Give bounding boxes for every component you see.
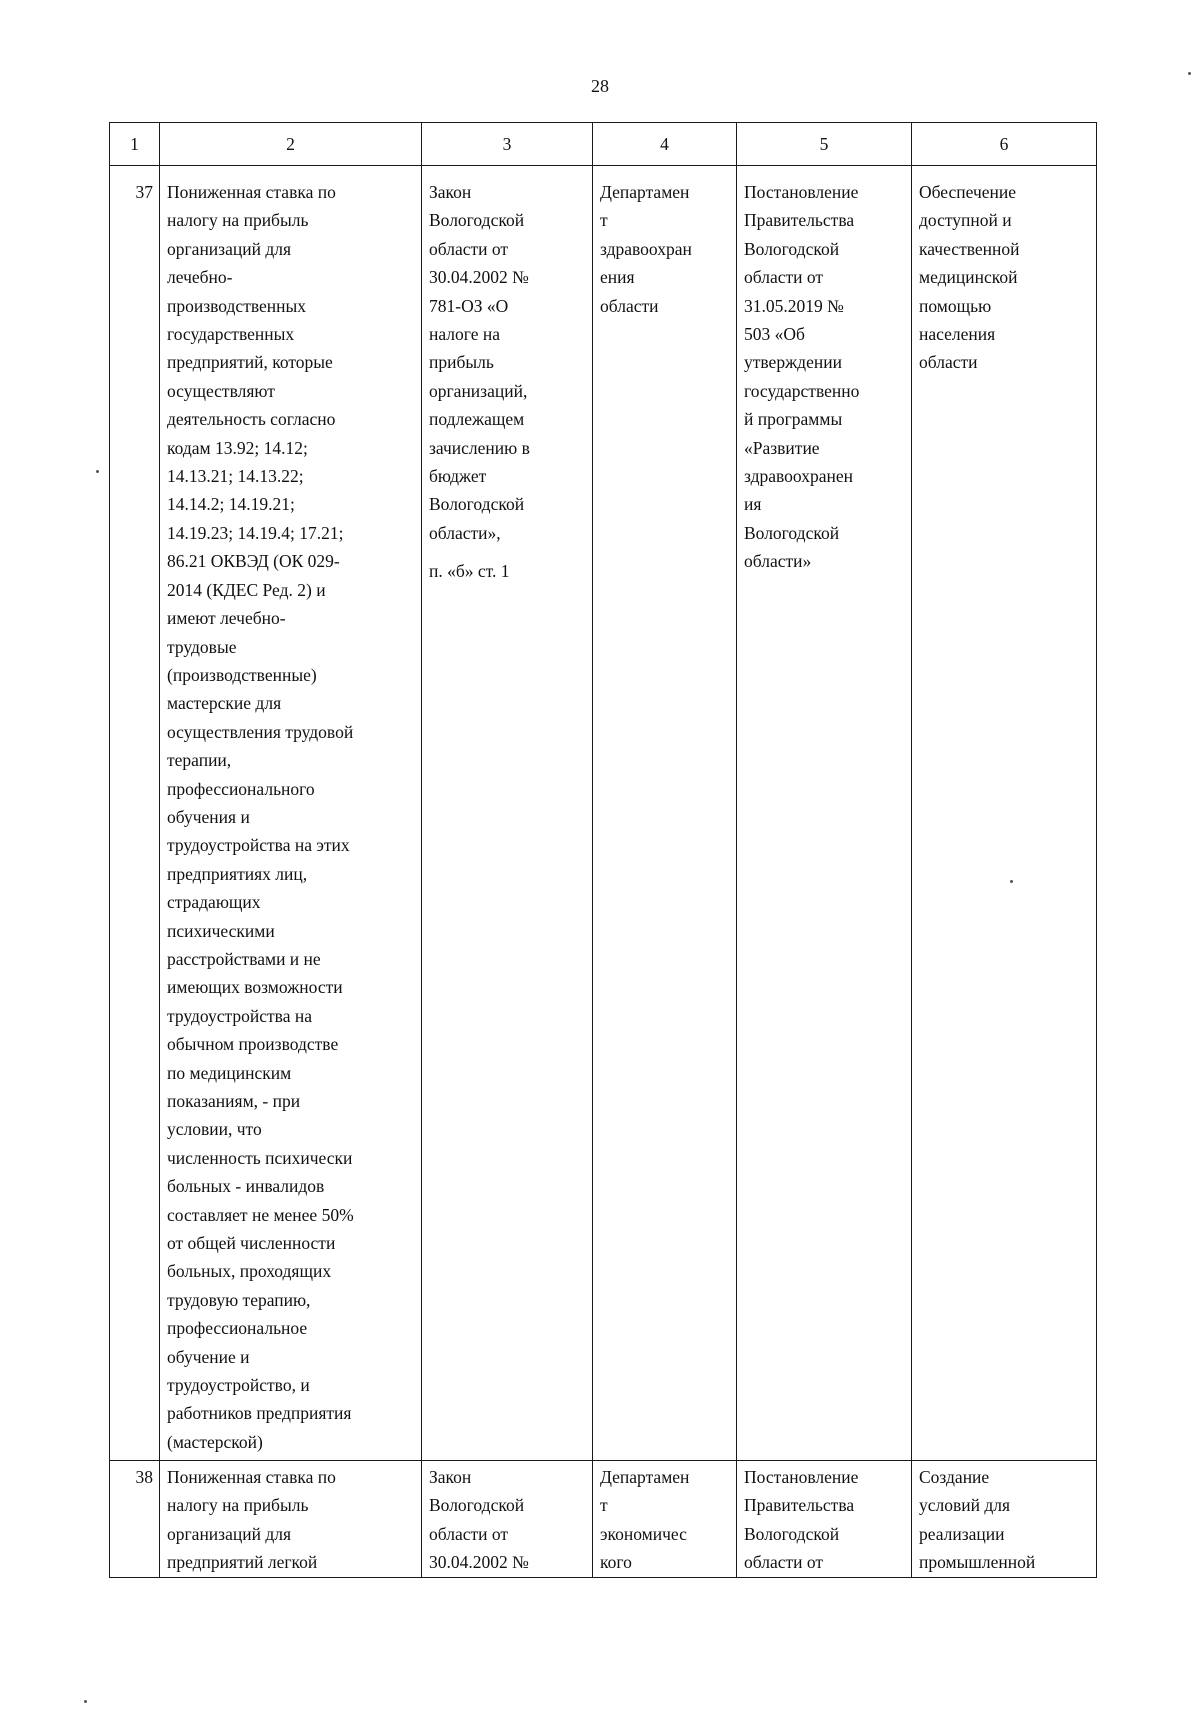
cell-text-line: 503 «Об: [744, 324, 805, 345]
cell-text-line: профессиональное: [167, 1318, 308, 1339]
cell-text-line: деятельность согласно: [167, 409, 336, 430]
column-header-1: 1: [110, 123, 160, 166]
cell-text-line: профессионального: [167, 778, 315, 799]
cell-text-line: доступной и: [919, 210, 1012, 231]
cell-text-line: Вологодской: [429, 1495, 525, 1516]
legal-act-clause: п. «б» ст. 1: [429, 561, 510, 582]
cell-text-line: трудовые: [167, 636, 237, 657]
cell-text-line: Вологодской: [744, 522, 840, 543]
cell-text-line: предприятиях лиц,: [167, 863, 308, 884]
cell-text-line: (производственные): [167, 664, 317, 685]
cell-text-line: составляет не менее 50%: [167, 1204, 354, 1225]
cell-text-line: бюджет: [429, 466, 487, 487]
row-number: 37: [110, 178, 160, 1461]
cell-text-line: трудоустройства на этих: [167, 835, 350, 856]
cell-text-line: налогу на прибыль: [167, 1495, 309, 1516]
cell-text-line: экономичес: [600, 1523, 687, 1544]
cell-text-line: й программы: [744, 409, 843, 430]
cell-text-line: осуществляют: [167, 380, 275, 401]
cell-text-line: зачислению в: [429, 437, 530, 458]
cell-text-line: ения: [600, 267, 635, 288]
cell-text-line: населения: [919, 324, 996, 345]
cell-text-line: Постановление: [744, 182, 859, 202]
cell-text-line: осуществления трудовой: [167, 721, 354, 742]
cell-text-line: Пониженная ставка по: [167, 1467, 336, 1487]
goal-cell: [912, 1461, 1097, 1578]
benefit-description-cell: [160, 1461, 422, 1578]
gap-cell: [737, 166, 912, 179]
cell-text-line: кодам 13.92; 14.12;: [167, 437, 308, 458]
column-header-2: 2: [160, 123, 422, 166]
cell-text-line: государственно: [744, 380, 860, 401]
cell-text-line: Вологодской: [744, 238, 840, 259]
cell-text-line: помощью: [919, 295, 992, 316]
column-header-6: 6: [912, 123, 1097, 166]
cell-text-line: предприятий, которые: [167, 352, 333, 373]
cell-text-line: показаниям, - при: [167, 1091, 301, 1111]
column-header-5: 5: [737, 123, 912, 166]
cell-text-line: производственных: [167, 295, 307, 316]
gap-cell: [593, 166, 737, 179]
cell-text-line: Пониженная ставка по: [167, 182, 336, 202]
cell-text-line: Обеспечение: [919, 182, 1017, 202]
cell-text-line: численность психически: [167, 1147, 353, 1168]
cell-text-line: работников предприятия: [167, 1403, 352, 1424]
table-row: [110, 178, 1097, 1461]
cell-text-line: области: [919, 352, 978, 373]
cell-text-line: Правительства: [744, 1495, 855, 1516]
cell-text-line: обучение и: [167, 1346, 250, 1367]
column-header-3: 3: [422, 123, 593, 166]
gap-cell: [422, 166, 593, 179]
responsible-department-cell: [593, 1461, 737, 1578]
cell-text-line: от общей численности: [167, 1233, 336, 1254]
cell-text-line: 781-ОЗ «О: [429, 295, 509, 316]
cell-text-line: прибыль: [429, 352, 494, 373]
scan-speck: [1010, 880, 1013, 883]
goal-cell: [912, 178, 1097, 1461]
cell-text-line: «Развитие: [744, 437, 820, 458]
cell-text-line: расстройствами и не: [167, 948, 321, 969]
cell-text-line: Вологодской: [429, 494, 525, 515]
cell-text-line: трудоустройства на: [167, 1005, 312, 1026]
program-cell: [737, 178, 912, 1461]
cell-text-line: условии, что: [167, 1119, 262, 1140]
cell-text-line: имеющих возможности: [167, 977, 343, 998]
cell-text-line: 31.05.2019 №: [744, 295, 844, 316]
gap-cell: [912, 166, 1097, 179]
cell-text-line: имеют лечебно-: [167, 608, 286, 629]
responsible-department-cell: [593, 178, 737, 1461]
legal-act-cell: [422, 178, 593, 1461]
cell-text-line: 14.19.23; 14.19.4; 17.21;: [167, 522, 344, 543]
legal-act-cell: [422, 1461, 593, 1578]
cell-text-line: 30.04.2002 №: [429, 1552, 529, 1573]
scan-speck: [1188, 72, 1191, 75]
paragraph-gap: [429, 547, 588, 557]
cell-text-line: трудовую терапию,: [167, 1289, 311, 1310]
cell-text-line: Вологодской: [744, 1523, 840, 1544]
cell-text-line: Создание: [919, 1467, 990, 1487]
cell-text-line: Департамен: [600, 182, 690, 202]
cell-text-line: подлежащем: [429, 409, 525, 430]
cell-text-line: Постановление: [744, 1467, 859, 1487]
cell-text-line: т: [600, 210, 608, 231]
cell-text-line: трудоустройство, и: [167, 1375, 310, 1396]
cell-text-line: утверждении: [744, 352, 842, 373]
cell-text-line: Департамен: [600, 1467, 690, 1487]
cell-text-line: организаций для: [167, 1523, 292, 1544]
cell-text-line: качественной: [919, 238, 1020, 259]
cell-text-line: 30.04.2002 №: [429, 267, 529, 288]
cell-text-line: психическими: [167, 920, 275, 941]
benefits-table: [109, 122, 1097, 1578]
cell-text-line: промышленной: [919, 1552, 1036, 1573]
cell-text-line: т: [600, 1495, 608, 1516]
cell-text-line: организаций,: [429, 380, 528, 401]
legal-act-text: [429, 178, 588, 547]
gap-cell: [110, 166, 160, 179]
cell-text-line: государственных: [167, 324, 295, 345]
benefit-description-cell: [160, 178, 422, 1461]
cell-text-line: условий для: [919, 1495, 1011, 1516]
cell-text-line: ия: [744, 494, 762, 515]
cell-text-line: области»,: [429, 522, 501, 543]
cell-text-line: области: [600, 295, 659, 316]
cell-text-line: Правительства: [744, 210, 855, 231]
cell-text-line: области от: [429, 238, 509, 259]
cell-text-line: области»: [744, 551, 812, 572]
cell-text-line: больных, проходящих: [167, 1261, 332, 1282]
cell-text-line: обучения и: [167, 806, 250, 827]
cell-text-line: Вологодской: [429, 210, 525, 231]
cell-text-line: лечебно-: [167, 267, 233, 288]
cell-text-line: обычном производстве: [167, 1034, 339, 1055]
header-gap: [110, 166, 1097, 179]
gap-cell: [160, 166, 422, 179]
cell-text-line: кого: [600, 1552, 632, 1573]
cell-text-line: организаций для: [167, 238, 292, 259]
table-header-row: [110, 123, 1097, 166]
cell-text-line: реализации: [919, 1523, 1005, 1544]
cell-text-line: области от: [744, 267, 824, 288]
cell-text-line: предприятий легкой: [167, 1552, 318, 1573]
cell-text-line: 86.21 ОКВЭД (ОК 029-: [167, 551, 340, 572]
cell-text-line: больных - инвалидов: [167, 1176, 325, 1197]
cell-text-line: Закон: [429, 182, 472, 202]
cell-text-line: области от: [429, 1523, 509, 1544]
cell-text-line: терапии,: [167, 750, 232, 771]
row-number: 38: [110, 1461, 160, 1578]
cell-text-line: медицинской: [919, 267, 1018, 288]
cell-text-line: 14.13.21; 14.13.22;: [167, 466, 304, 487]
cell-text-line: налоге на: [429, 324, 500, 345]
cell-text-line: здравоохранен: [744, 466, 853, 487]
page-number: 28: [591, 76, 609, 96]
cell-text-line: Закон: [429, 1467, 472, 1487]
column-header-4: 4: [593, 123, 737, 166]
cell-text-line: страдающих: [167, 892, 261, 913]
cell-text-line: налогу на прибыль: [167, 210, 309, 231]
cell-text-line: области от: [744, 1552, 824, 1573]
table-row: [110, 1461, 1097, 1578]
cell-text-line: мастерские для: [167, 693, 282, 714]
cell-text-line: (мастерской): [167, 1431, 263, 1452]
program-cell: [737, 1461, 912, 1578]
cell-text-line: по медицинским: [167, 1062, 292, 1083]
scan-speck: [96, 470, 99, 473]
cell-text-line: здравоохран: [600, 238, 692, 259]
cell-text-line: 14.14.2; 14.19.21;: [167, 494, 295, 515]
cell-text-line: 2014 (КДЕС Ред. 2) и: [167, 579, 326, 600]
scan-speck: [84, 1700, 87, 1703]
